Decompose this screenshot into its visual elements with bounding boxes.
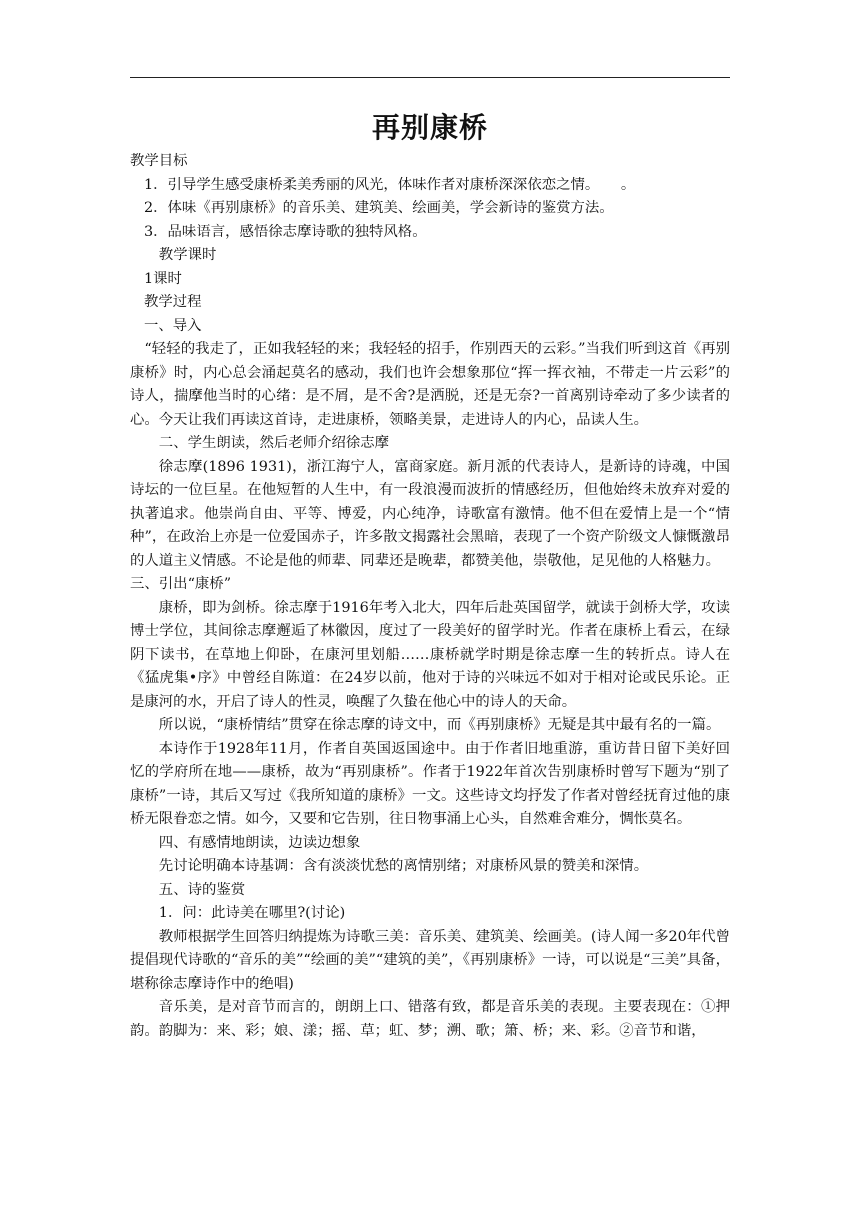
- paragraph: 五、诗的鉴赏: [158, 881, 246, 898]
- paragraph: 1．问：此诗美在哪里?(讨论): [158, 905, 346, 921]
- paragraph: 音乐美，是对音节而言的，朗朗上口、错落有致，都是音乐美的表现。主要表现在：①押韵。韵脚为：来、彩；娘、漾；摇、草；虹、梦；溯、歌；箫、桥；来、彩。②音节和谐，: [130, 999, 730, 1039]
- paragraph: 1．引导学生感受康桥柔美秀丽的风光，体味作者对康桥深深依恋之情。 。: [144, 176, 636, 193]
- paragraph: 2．体味《再别康桥》的音乐美、建筑美、绘画美，学会新诗的鉴赏方法。: [144, 200, 614, 216]
- paragraph: 康桥，即为剑桥。徐志摩于1916年考入北大，四年后赴英国留学，就读于剑桥大学，攻读博士学位，其间徐志摩邂逅了林徽因，度过了一段美好的留学时光。作者在康桥上看云，在绿阴下读书，在草地上仰卧，在康河里划船……康桥就学时期是徐志摩一生的转折点。诗人在《猛虎集•序》中曾经自陈道：在24岁以前，他对于诗的兴味远不如对于相对论或民乐论。正是康河的水，开启了诗人的性灵，唤醒了久蛰在他心中的诗人的天命。: [130, 599, 730, 710]
- paragraph: 教学过程: [144, 294, 202, 310]
- paragraph: 四、有感情地朗读，边读边想象: [158, 834, 361, 851]
- paragraph: “轻轻的我走了，正如我轻轻的来；我轻轻的招手，作别西天的云彩。”当我们听到这首《再别康桥》时，内心总会涌起莫名的感动，我们也许会想象那位“挥一挥衣袖，不带走一片云彩”的诗人，揣摩他当时的心绪：是不屑，是不舍?是洒脱，还是无奈?一首离别诗牵动了多少读者的心。今天让我们再读这首诗，走进康桥，领略美景，走进诗人的内心，品读人生。: [130, 341, 730, 428]
- paragraph: 教学课时: [158, 247, 217, 263]
- paragraph: 本诗作于1928年11月，作者自英国返国途中。由于作者旧地重游，重访昔日留下美好回忆的学府所在地——康桥，故为“再别康桥”。作者于1922年首次告别康桥时曾写下题为“别了康桥”一诗，其后又写过《我所知道的康桥》一文。这些诗文均抒发了作者对曾经抚育过他的康桥无限眷恋之情。如今，又要和它告别，往日物事涌上心头，自然难舍难分，惆怅莫名。: [130, 740, 730, 827]
- paragraph: 一、导入: [144, 317, 202, 334]
- page-title: 再别康桥: [371, 111, 488, 144]
- paragraph: 二、学生朗读，然后老师介绍徐志摩: [158, 435, 390, 451]
- paragraph: 先讨论明确本诗基调：含有淡淡忧愁的离情别绪；对康桥风景的赞美和深情。: [158, 858, 649, 874]
- paragraph: 三、引出“康桥”: [130, 576, 232, 592]
- paragraph: 教学目标: [130, 153, 188, 169]
- paragraph: 所以说，“康桥情结”贯穿在徐志摩的诗文中，而《再别康桥》无疑是其中最有名的一篇。: [158, 717, 721, 733]
- paragraph: 1课时: [144, 270, 182, 287]
- paragraph: 徐志摩(1896 1931)，浙江海宁人，富商家庭。新月派的代表诗人，是新诗的诗魂，中国诗坛的一位巨星。在他短暂的人生中，有一段浪漫而波折的情感经历，但他始终未放弃对爱的执著追求。他崇尚自由、平等、博爱，内心纯净，诗歌富有激情。他不但在爱情上是一个“情种”，在政治上亦是一位爱国赤子，许多散文揭露社会黑暗，表现了一个资产阶级文人慷慨激昂的人道主义情感。不论是他的师辈、同辈还是晚辈，都赞美他，崇敬他，足见他的人格魅力。: [130, 458, 730, 569]
- paragraph: 3．品味语言，感悟徐志摩诗歌的独特风格。: [144, 223, 427, 240]
- header-rule: [130, 77, 730, 78]
- document-body: [130, 150, 730, 1043]
- paragraph: 教师根据学生回答归纳提炼为诗歌三美：音乐美、建筑美、绘画美。(诗人闻一多20年代曾提倡现代诗歌的“音乐的美”“绘画的美”“建筑的美”，《再别康桥》一诗，可以说是“三美”具备，堪称徐志摩诗作中的绝唱): [130, 928, 730, 992]
